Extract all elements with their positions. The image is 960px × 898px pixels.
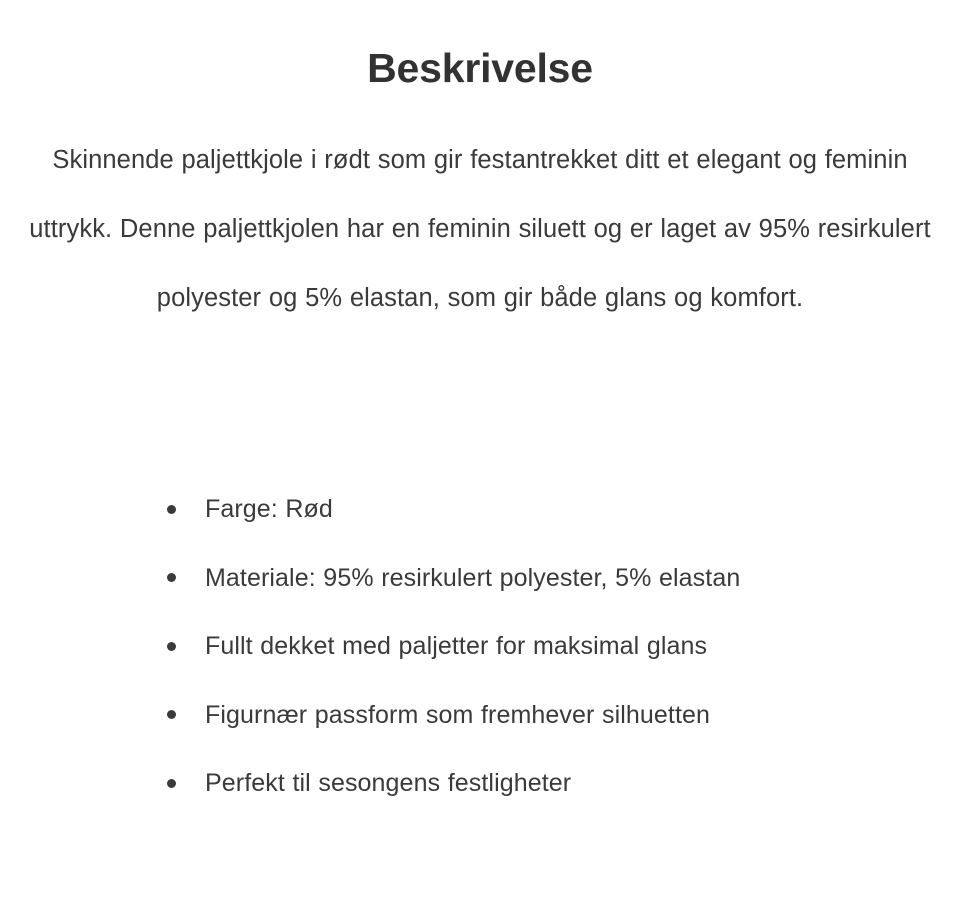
list-item-label: Figurnær passform som fremhever silhuetten <box>205 700 710 729</box>
list-item <box>0 544 960 613</box>
bullet-icon <box>167 642 176 651</box>
list-item-label: Materiale: 95% resirkulert polyester, 5% elastan <box>205 563 741 592</box>
list-item <box>0 681 960 750</box>
bullet-icon <box>167 779 176 788</box>
bullet-icon <box>167 505 176 514</box>
description-paragraph: Skinnende paljettkjole i rødt som gir festantrekket ditt et elegant og feminin uttrykk. Denne paljettkjolen har en feminin siluett og er laget av 95% resirkulert polyester og 5% elastan, som gir både glans og komfort. <box>29 146 931 313</box>
list-item-label: Farge: Rød <box>205 495 333 523</box>
feature-list <box>0 475 960 818</box>
list-item-label: Perfekt til sesongens festligheter <box>205 769 572 797</box>
page-title: Beskrivelse <box>367 45 593 91</box>
list-item <box>0 749 960 818</box>
list-item <box>0 612 960 681</box>
list-item-label: Fullt dekket med paljetter for maksimal glans <box>205 632 708 660</box>
bullet-icon <box>167 573 176 582</box>
bullet-icon <box>167 710 176 719</box>
list-item <box>0 475 960 544</box>
